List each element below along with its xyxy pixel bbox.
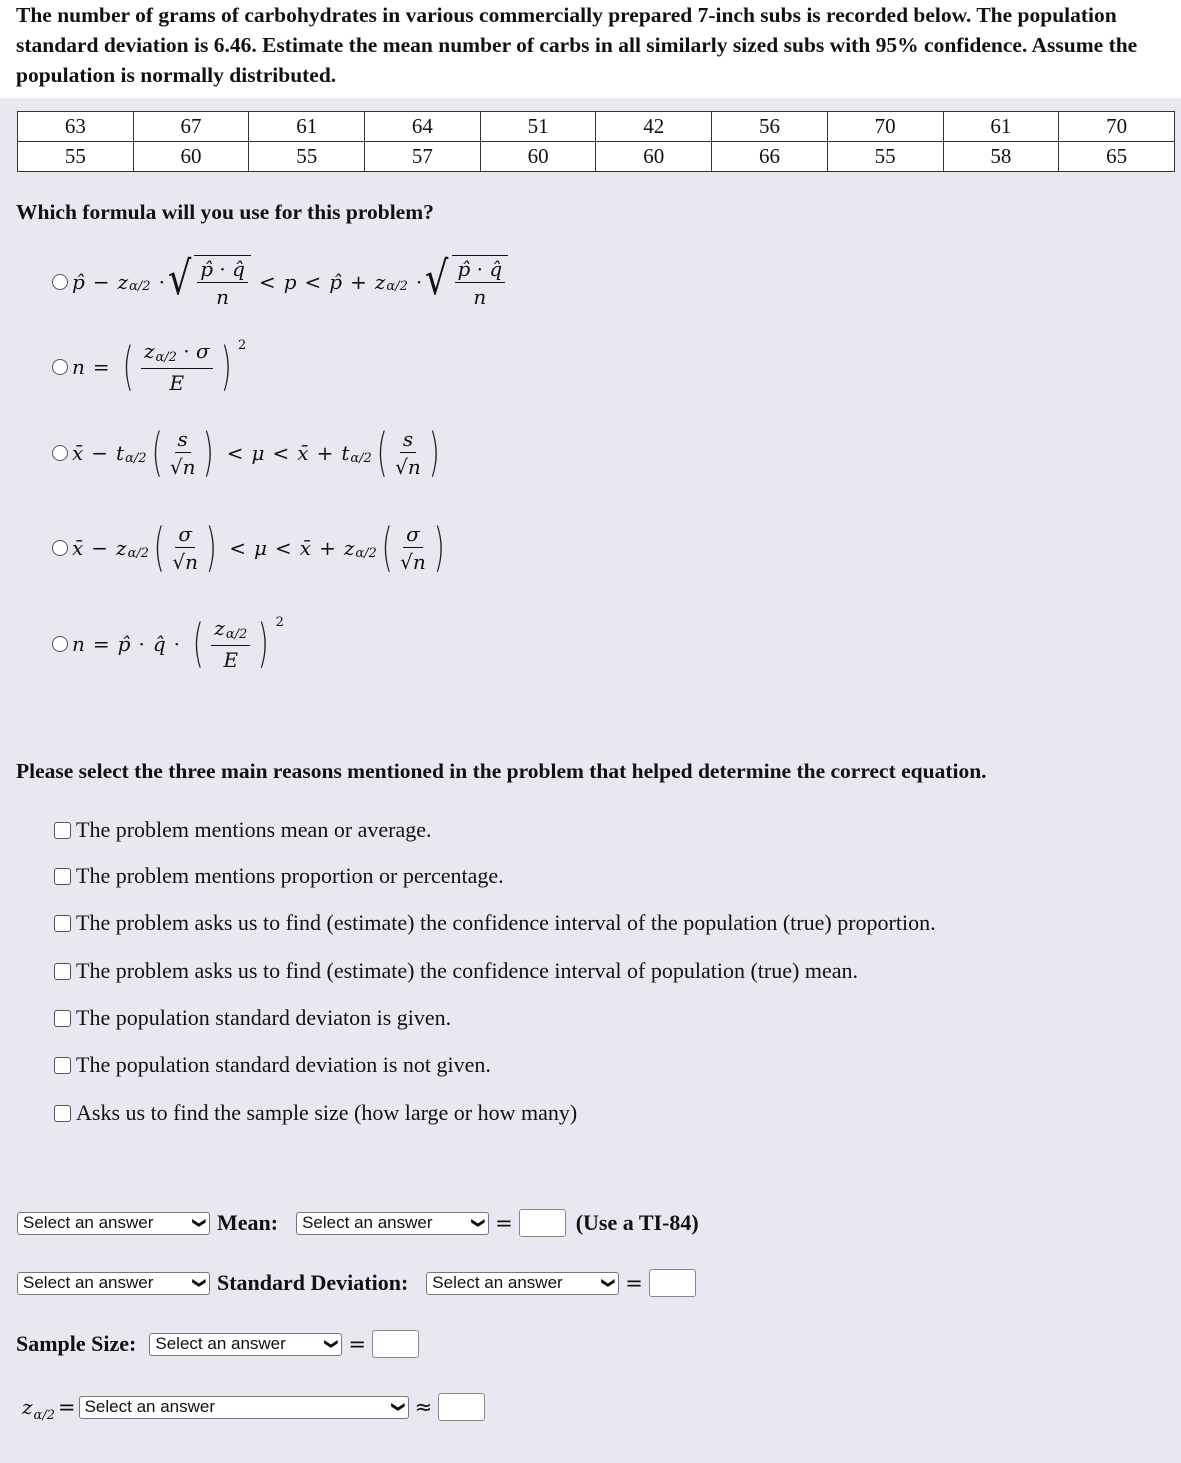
reason-option[interactable] bbox=[54, 1100, 577, 1126]
table-cell: 67 bbox=[133, 112, 249, 142]
table-row bbox=[18, 142, 1175, 172]
formula-option-sample-size-mean[interactable]: n = ( $\frac{z\alpha/2 \cdot \sigma}{E}$ ) 2 bbox=[52, 340, 246, 394]
table-cell: 55 bbox=[827, 142, 943, 172]
table-cell: 61 bbox=[249, 112, 365, 142]
chevron-down-icon: ❯ bbox=[192, 1217, 208, 1229]
problem-statement: The number of grams of carbohydrates in various commercially prepared 7-inch subs is recorded below. The population standard deviation is 6.46. Estimate the mean number of carbs in all similarly sized subs with 95% confidence. Assume the population is normally distributed. bbox=[16, 3, 1138, 87]
radio-button[interactable] bbox=[52, 636, 68, 652]
reason-option[interactable] bbox=[54, 1052, 491, 1078]
mean-command-select[interactable]: Select an answer ❯ bbox=[296, 1212, 489, 1235]
checkbox[interactable] bbox=[54, 1105, 71, 1122]
table-cell: 65 bbox=[1059, 142, 1175, 172]
sd-symbol-select[interactable]: Select an answer ❯ bbox=[17, 1272, 210, 1295]
mean-label: Mean: bbox=[217, 1210, 279, 1235]
sd-command-select[interactable]: Select an answer ❯ bbox=[426, 1272, 619, 1295]
sd-label: Standard Deviation: bbox=[217, 1270, 409, 1295]
mean-answer-row bbox=[17, 1209, 699, 1237]
z-critical-symbol: $z_{\alpha/2}$ bbox=[22, 1395, 55, 1423]
formula-question: Which formula will you use for this problem? bbox=[16, 200, 434, 224]
table-cell: 57 bbox=[365, 142, 481, 172]
table-cell: 70 bbox=[827, 112, 943, 142]
reason-label: The population standard deviation is not given. bbox=[76, 1052, 491, 1077]
reason-label: The problem asks us to find (estimate) the confidence interval of the population (true) proportion. bbox=[76, 910, 936, 935]
z-critical-input[interactable] bbox=[438, 1393, 485, 1421]
chevron-down-icon: ❯ bbox=[324, 1338, 340, 1350]
formula-option-z-interval[interactable]: x̄ − z α/2 ( $\frac{\sigma}{√n}$ ) < μ < x̄ + z α/2 ( $\frac{\sigma}{√n}$ ) bbox=[52, 522, 449, 574]
table-cell: 60 bbox=[480, 142, 596, 172]
table-cell: 64 bbox=[365, 112, 481, 142]
reason-option[interactable] bbox=[54, 863, 504, 889]
checkbox[interactable] bbox=[54, 963, 71, 980]
radio-button[interactable] bbox=[52, 445, 68, 461]
equals-sign: = bbox=[495, 1211, 513, 1235]
reason-label: The problem mentions proportion or percentage. bbox=[76, 863, 504, 888]
formula-option-sample-size-proportion[interactable]: n = p̂ · q̂ · ( $\frac{z\alpha/2}{E}$ ) 2 bbox=[52, 617, 284, 671]
chevron-down-icon: ❯ bbox=[391, 1401, 407, 1413]
reason-label: The population standard deviaton is given. bbox=[76, 1005, 452, 1030]
reason-option[interactable] bbox=[54, 817, 432, 843]
chevron-down-icon: ❯ bbox=[601, 1277, 617, 1289]
reason-label: The problem mentions mean or average. bbox=[76, 817, 432, 842]
checkbox[interactable] bbox=[54, 822, 71, 839]
radio-button[interactable] bbox=[52, 540, 68, 556]
mean-value-input[interactable] bbox=[519, 1209, 566, 1237]
table-cell: 58 bbox=[943, 142, 1059, 172]
chevron-down-icon: ❯ bbox=[471, 1217, 487, 1229]
table-cell: 66 bbox=[712, 142, 828, 172]
sd-value-input[interactable] bbox=[649, 1269, 696, 1297]
reason-option[interactable] bbox=[54, 958, 858, 984]
data-table bbox=[17, 111, 1175, 172]
table-cell: 55 bbox=[249, 142, 365, 172]
sample-size-select[interactable]: Select an answer ❯ bbox=[149, 1333, 342, 1356]
sample-size-answer-row bbox=[16, 1330, 419, 1358]
equals-sign: = bbox=[625, 1271, 643, 1295]
radio-button[interactable] bbox=[52, 359, 68, 375]
z-critical-select[interactable]: Select an answer ❯ bbox=[79, 1396, 409, 1419]
mean-symbol-select[interactable]: Select an answer ❯ bbox=[17, 1212, 210, 1235]
table-cell: 61 bbox=[943, 112, 1059, 142]
approx-sign: ≈ bbox=[414, 1395, 433, 1419]
ti84-note: (Use a TI-84) bbox=[575, 1210, 699, 1235]
z-critical-answer-row bbox=[22, 1393, 485, 1421]
reason-option[interactable] bbox=[54, 910, 936, 936]
reason-option[interactable] bbox=[54, 1005, 451, 1031]
formula-option-proportion-ci[interactable]: p̂ − z α/2 · √ $\frac{p̂ \cdot q̂}{n}$ < p < p̂ + z α/2 · √ $\frac{p̂ \cdot q̂}{n}$ bbox=[52, 255, 508, 308]
table-cell: 42 bbox=[596, 112, 712, 142]
table-cell: 55 bbox=[18, 142, 134, 172]
checkbox[interactable] bbox=[54, 915, 71, 932]
table-cell: 51 bbox=[480, 112, 596, 142]
checkbox[interactable] bbox=[54, 1057, 71, 1074]
checkbox[interactable] bbox=[54, 1010, 71, 1027]
reason-label: The problem asks us to find (estimate) the confidence interval of population (true) mean. bbox=[76, 958, 858, 983]
equals-sign: = bbox=[348, 1332, 366, 1356]
sample-size-input[interactable] bbox=[372, 1330, 419, 1358]
radio-button[interactable] bbox=[52, 274, 68, 290]
equals-sign: = bbox=[57, 1395, 76, 1419]
sample-size-label: Sample Size: bbox=[16, 1331, 137, 1356]
table-cell: 70 bbox=[1059, 112, 1175, 142]
table-cell: 60 bbox=[596, 142, 712, 172]
table-cell: 63 bbox=[18, 112, 134, 142]
table-row bbox=[18, 112, 1175, 142]
table-cell: 56 bbox=[712, 112, 828, 142]
reason-label: Asks us to find the sample size (how large or how many) bbox=[76, 1100, 578, 1125]
reasons-question: Please select the three main reasons mentioned in the problem that helped determine the correct equation. bbox=[16, 759, 987, 783]
checkbox[interactable] bbox=[54, 868, 71, 885]
sd-answer-row bbox=[17, 1269, 696, 1297]
chevron-down-icon: ❯ bbox=[192, 1277, 208, 1289]
formula-option-t-interval[interactable]: x̄ − t α/2 ( $\frac{s}{√n}$ ) < μ < x̄ + t α/2 ( $\frac{s}{√n}$ ) bbox=[52, 427, 444, 479]
table-cell: 60 bbox=[133, 142, 249, 172]
